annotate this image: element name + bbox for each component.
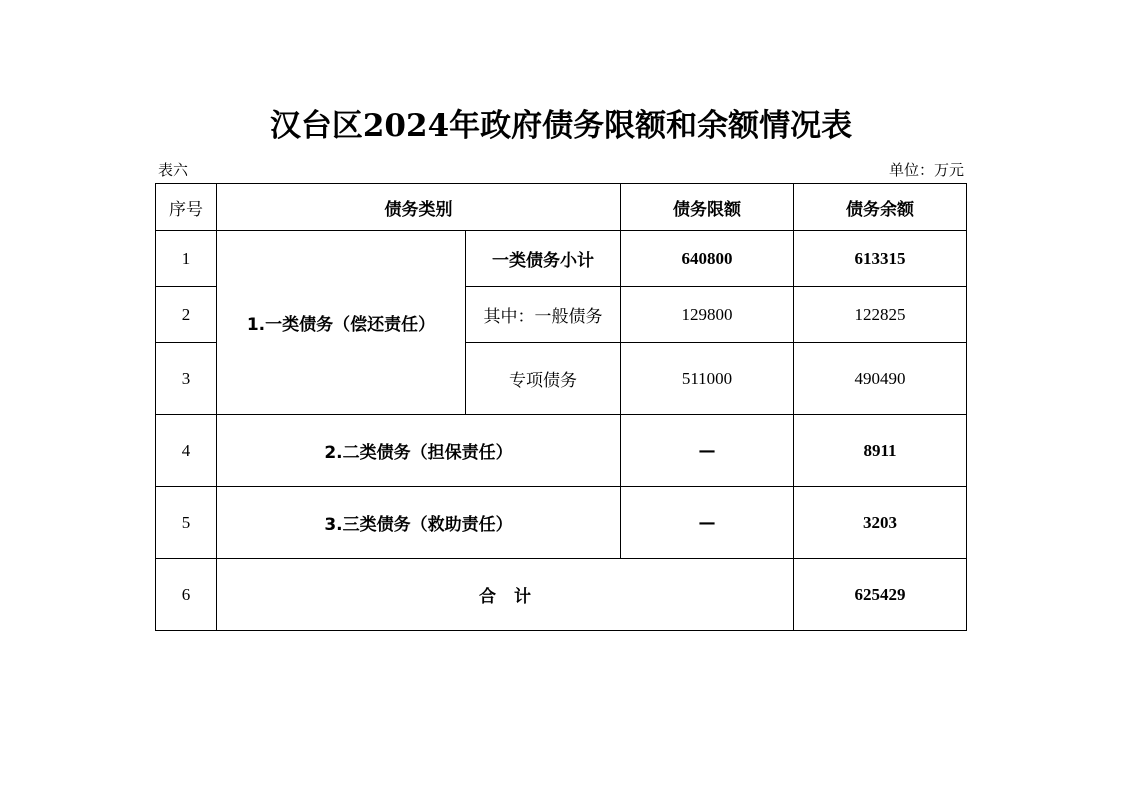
seq-cell: 1 bbox=[156, 231, 217, 287]
sub-category-cell: 一类债务小计 bbox=[466, 231, 621, 287]
seq-cell: 6 bbox=[156, 559, 217, 631]
group-cell: 1.一类债务（偿还责任） bbox=[217, 231, 466, 415]
seq-cell: 3 bbox=[156, 343, 217, 415]
header-limit: 债务限额 bbox=[621, 184, 794, 231]
total-balance-cell: 625429 bbox=[794, 559, 967, 631]
table-row bbox=[156, 231, 967, 287]
seq-cell: 2 bbox=[156, 287, 217, 343]
total-label: 合计 bbox=[479, 587, 549, 607]
balance-cell: 3203 bbox=[794, 487, 967, 559]
limit-cell: 129800 bbox=[621, 287, 794, 343]
header-seq: 序号 bbox=[156, 184, 217, 231]
limit-cell: — bbox=[621, 487, 794, 559]
sub-category-cell: 专项债务 bbox=[466, 343, 621, 415]
balance-cell: 122825 bbox=[794, 287, 967, 343]
header-balance: 债务余额 bbox=[794, 184, 967, 231]
table-row bbox=[156, 415, 967, 487]
seq-cell: 4 bbox=[156, 415, 217, 487]
seq-cell: 5 bbox=[156, 487, 217, 559]
debt-table bbox=[155, 183, 967, 631]
limit-cell: 640800 bbox=[621, 231, 794, 287]
table-label: 表六 bbox=[158, 161, 189, 179]
limit-cell: 511000 bbox=[621, 343, 794, 415]
balance-cell: 8911 bbox=[794, 415, 967, 487]
category-cell: 3.三类债务（救助责任） bbox=[217, 487, 621, 559]
category-cell: 2.二类债务（担保责任） bbox=[217, 415, 621, 487]
header-row bbox=[156, 184, 967, 231]
balance-cell: 490490 bbox=[794, 343, 967, 415]
table-row bbox=[156, 559, 967, 631]
table-row bbox=[156, 487, 967, 559]
limit-cell: — bbox=[621, 415, 794, 487]
header-category: 债务类别 bbox=[217, 184, 621, 231]
document-title: 汉台区2024年政府债务限额和余额情况表 bbox=[269, 108, 853, 144]
unit-label: 单位：万元 bbox=[888, 161, 964, 179]
total-label-cell bbox=[217, 559, 794, 631]
sub-category-cell: 其中：一般债务 bbox=[466, 287, 621, 343]
balance-cell: 613315 bbox=[794, 231, 967, 287]
